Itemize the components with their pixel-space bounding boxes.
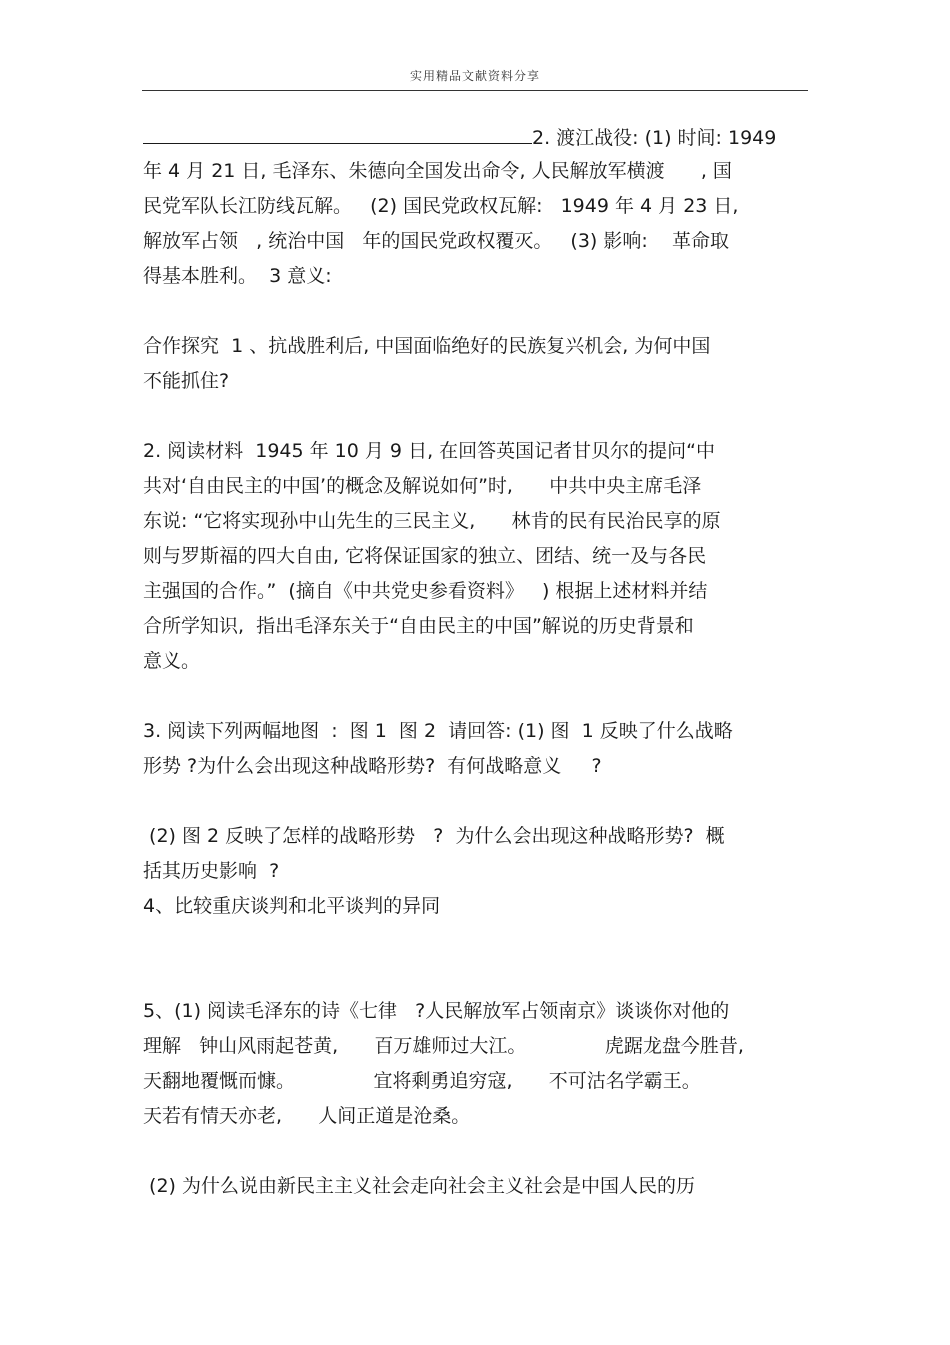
text-line-26: 5、(1) 阅读毛泽东的诗《七律 ?人民解放军占领南京》谈谈你对他的	[143, 1000, 730, 1022]
text-line-31: (2) 为什么说由新民主主义社会走向社会主义社会是中国人民的历	[143, 1175, 695, 1197]
blank-line-9	[143, 399, 811, 434]
blank-line-17	[143, 679, 811, 714]
document-body	[143, 119, 811, 1204]
text-line-14: 主强国的合作。” (摘自《中共党史参看资料》 ) 根据上述材料并结	[143, 580, 708, 602]
text-line-29: 天若有情天亦老, 人间正道是沧桑。	[143, 1105, 471, 1127]
text-line-2: 年 4 月 21 日, 毛泽东、朱德向全国发出命令, 人民解放军横渡 , 国	[143, 160, 732, 182]
text-line-1-content: 2. 渡江战役: (1) 时间: 1949	[532, 127, 777, 149]
text-line-4: 解放军占领 , 统治中国 年的国民党政权覆灭。 (3) 影响: 革命取	[143, 230, 729, 252]
text-line-27: 理解 钟山风雨起苍黄, 百万雄师过大江。 虎踞龙盘今胜昔,	[143, 1035, 744, 1057]
text-line-3: 民党军队长江防线瓦解。 (2) 国民党政权瓦解: 1949 年 4 月 23 日,	[143, 195, 739, 217]
text-line-23: 4、比较重庆谈判和北平谈判的异同	[143, 895, 441, 917]
blank-line-24	[143, 924, 811, 959]
blank-line-25	[143, 959, 811, 994]
text-line-28: 天翻地覆慨而慷。 宜将剩勇追穷寇, 不可沽名学霸王。	[143, 1070, 701, 1092]
blank-line-6	[143, 294, 811, 329]
text-line-1	[143, 119, 811, 154]
fill-in-blank	[143, 119, 532, 144]
text-line-21: (2) 图 2 反映了怎样的战略形势 ? 为什么会出现这种战略形势? 概	[143, 825, 725, 847]
text-line-10: 2. 阅读材料 1945 年 10 月 9 日, 在回答英国记者甘贝尔的提问“中	[143, 440, 715, 462]
blank-line-20	[143, 784, 811, 819]
page-header: 实用精品文献资料分享	[409, 69, 540, 83]
text-line-5: 得基本胜利。 3 意义:	[143, 265, 332, 287]
text-line-18: 3. 阅读下列两幅地图 : 图 1 图 2 请回答: (1) 图 1 反映了什么战略	[143, 720, 733, 742]
text-line-16: 意义。	[143, 650, 201, 672]
blank-line-30	[143, 1134, 811, 1169]
text-line-15: 合所学知识, 指出毛泽东关于“自由民主的中国”解说的历史背景和	[143, 615, 694, 637]
text-line-11: 共对‘自由民主的中国’的概念及解说如何”时, 中共中央主席毛泽	[143, 475, 702, 497]
text-line-8: 不能抓住?	[143, 370, 230, 392]
header-divider	[142, 90, 808, 91]
text-line-22: 括其历史影响 ?	[143, 860, 280, 882]
text-line-7: 合作探究 1 、抗战胜利后, 中国面临绝好的民族复兴机会, 为何中国	[143, 335, 711, 357]
text-line-19: 形势 ?为什么会出现这种战略形势? 有何战略意义 ?	[143, 755, 602, 777]
text-line-12: 东说: “它将实现孙中山先生的三民主义, 林肯的民有民治民享的原	[143, 510, 721, 532]
text-line-13: 则与罗斯福的四大自由, 它将保证国家的独立、团结、统一及与各民	[143, 545, 707, 567]
